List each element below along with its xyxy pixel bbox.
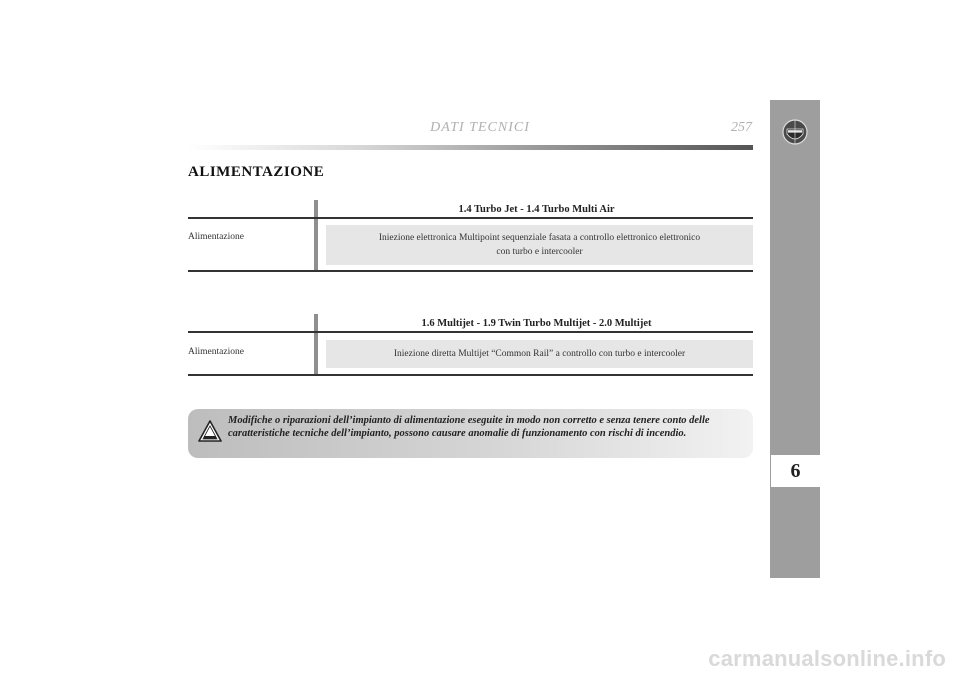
- table-row-value: [326, 225, 753, 265]
- page-number: 257: [731, 120, 752, 135]
- table-header-rule: [188, 217, 753, 219]
- running-title: DATI TECNICI: [430, 120, 530, 135]
- warning-triangle-icon: [198, 420, 222, 442]
- spec-table-petrol: [188, 200, 753, 274]
- lancia-shield-icon: [781, 118, 809, 148]
- chapter-tab-strip: [770, 100, 820, 578]
- watermark-text: carmanualsonline.info: [708, 646, 946, 671]
- table-column-header: 1.4 Turbo Jet - 1.4 Turbo Multi Air: [458, 204, 615, 215]
- table-column-header: 1.6 Multijet - 1.9 Twin Turbo Multijet - 2.0 Multijet: [421, 318, 652, 329]
- chapter-number-tab: 6: [770, 455, 820, 487]
- spec-table-diesel: [188, 314, 753, 378]
- table-row-label: Alimentazione: [188, 347, 244, 357]
- section-title: ALIMENTAZIONE: [188, 164, 325, 180]
- table-value-line: Iniezione diretta Multijet “Common Rail” a controllo con turbo e intercooler: [393, 349, 686, 359]
- warning-text: Modifiche o riparazioni dell’impianto di alimentazione eseguite in modo non corretto e senza tenere conto delle caratteristiche tecniche dell’impianto, possono causare anomalie di funzionamento con rischi di incendio.: [228, 415, 710, 439]
- table-row-label: Alimentazione: [188, 232, 244, 242]
- table-vertical-bar: [314, 200, 318, 272]
- warning-box: [188, 409, 753, 458]
- table-bottom-rule: [188, 270, 753, 272]
- table-bottom-rule: [188, 374, 753, 376]
- table-vertical-bar: [314, 314, 318, 376]
- table-header-rule: [188, 331, 753, 333]
- table-value-line: Iniezione elettronica Multipoint sequenziale fasata a controllo elettronico elettronico: [378, 233, 701, 243]
- table-row-value: [326, 340, 753, 368]
- header-rule: [188, 145, 753, 150]
- table-value-line: con turbo e intercooler: [496, 247, 583, 257]
